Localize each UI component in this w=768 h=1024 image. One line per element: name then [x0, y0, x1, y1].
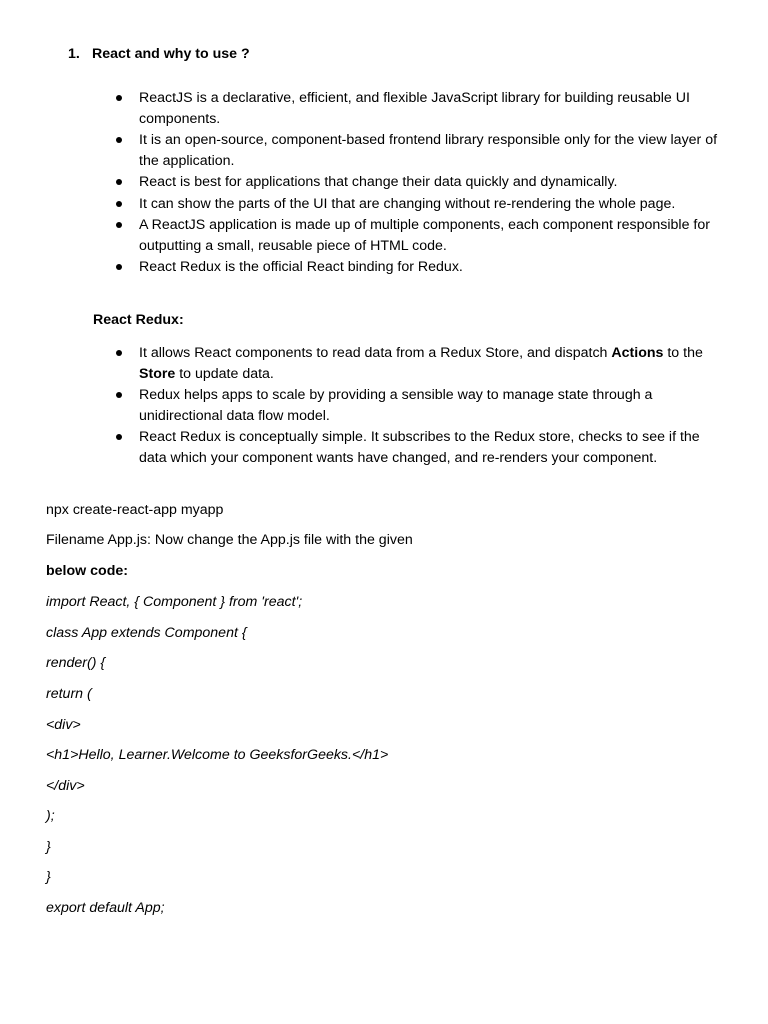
- bold-term: Actions: [611, 345, 664, 361]
- list-item: React Redux is conceptually simple. It subscribes to the Redux store, checks to see if the data which your component wants have changed, and re-renders your component.: [0, 427, 729, 468]
- list-item: A ReactJS application is made up of multiple components, each component responsible for outputting a small, reusable piece of HTML code.: [0, 215, 729, 256]
- code-line: return (: [46, 686, 92, 702]
- code-line: render() {: [46, 655, 106, 671]
- redux-bullet-list: [0, 343, 729, 469]
- code-line: class App extends Component {: [46, 625, 247, 641]
- list-item: Redux helps apps to scale by providing a sensible way to manage state through a unidirectional data flow model.: [0, 385, 729, 426]
- code-line: </div>: [46, 778, 85, 794]
- code-line: export default App;: [46, 900, 165, 916]
- code-line: import React, { Component } from 'react';: [46, 594, 303, 610]
- code-line: );: [46, 808, 55, 824]
- list-item: ReactJS is a declarative, efficient, and flexible JavaScript library for building reusable UI components.: [0, 88, 729, 129]
- section-title: React and why to use ?: [92, 46, 250, 62]
- code-line: <div>: [46, 717, 81, 733]
- command-line: npx create-react-app myapp: [46, 502, 224, 518]
- bold-term: Store: [139, 365, 176, 382]
- section-heading: [68, 46, 250, 62]
- list-item: It is an open-source, component-based frontend library responsible only for the view layer of the application.: [0, 130, 729, 171]
- code-line: <h1>Hello, Learner.Welcome to GeeksforGeeks.</h1>: [46, 747, 389, 763]
- react-bullet-list: [0, 88, 729, 279]
- redux-heading: React Redux:: [93, 312, 184, 328]
- filename-line: Filename App.js: Now change the App.js file with the given: [46, 532, 413, 548]
- list-item: [0, 343, 729, 384]
- code-line: }: [46, 839, 51, 855]
- list-item: React is best for applications that change their data quickly and dynamically.: [0, 172, 729, 193]
- text-segment: to the: [663, 345, 703, 361]
- list-item: It can show the parts of the UI that are changing without re-rendering the whole page.: [0, 194, 729, 215]
- section-number: 1.: [68, 46, 80, 62]
- below-code-label: below code:: [46, 563, 128, 579]
- text-segment: It allows React components to read data from a Redux Store, and dispatch: [139, 345, 612, 361]
- code-line: }: [46, 869, 51, 885]
- text-segment: to update data.: [175, 365, 274, 382]
- list-item: React Redux is the official React binding for Redux.: [0, 257, 729, 278]
